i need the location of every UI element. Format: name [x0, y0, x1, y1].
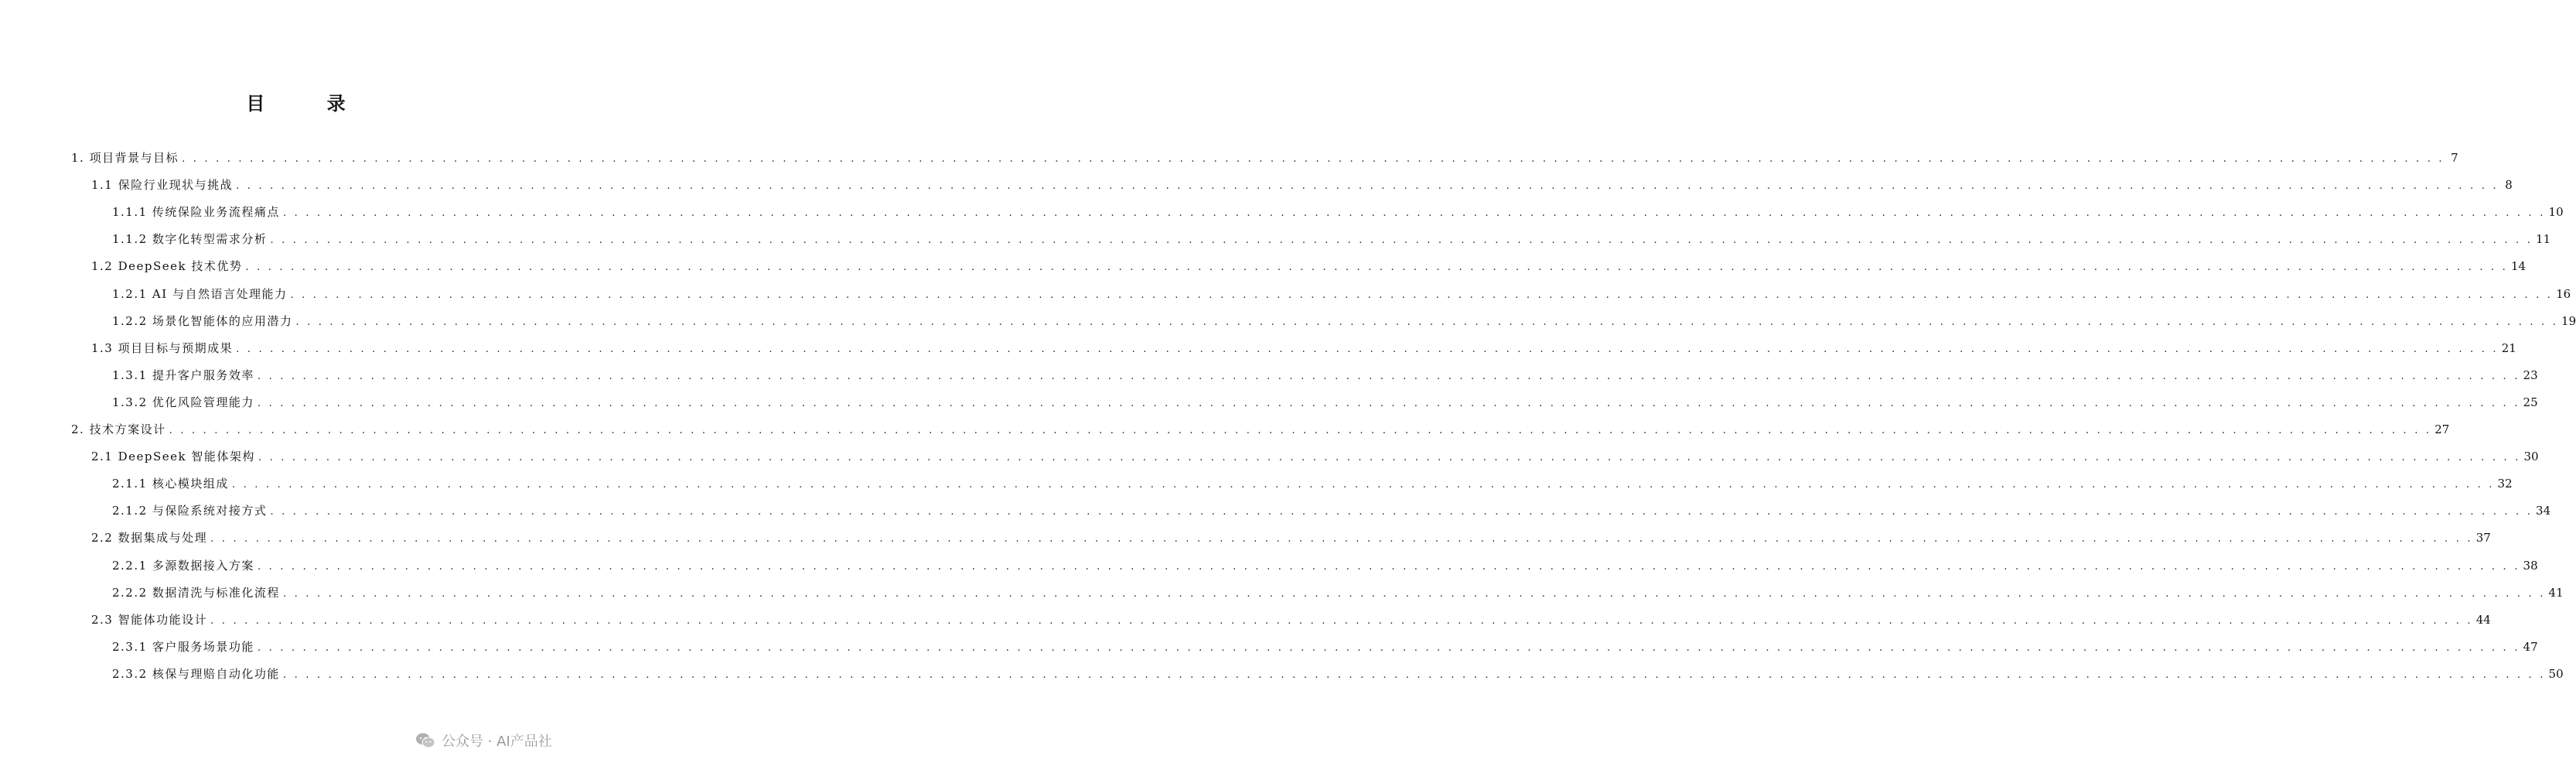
toc-entry-page-number: 7: [2451, 151, 2458, 165]
toc-entry-page-number: 19: [2561, 313, 2576, 328]
toc-dot-leader: . . . . . . . . . . . . . . . . . . . . . . . . . . . . . . . . . . . . . . . . . . . . . . . . . . . . . . . . . . . . . . . . . . . . . . . . . . . . . . . . . . . . . . . . . . . . . . . . . . . . . . . . . . . . . . . . . . . . . . . . . . . . . . . . . . . . . . . . . . . . . . . . . . . . . . . . . . . . . . . . . . . . . . . . . . . . . . . . . . . . . . . . . . . . . . . . . . . . . . . .: [270, 234, 2533, 247]
toc-entry-label: 1.2 DeepSeek 技术优势: [91, 259, 243, 274]
toc-entry-label: 1.1.1 传统保险业务流程痛点: [112, 205, 280, 220]
toc-entry[interactable]: [71, 149, 2458, 166]
toc-entry-label: 2.2.2 数据清洗与标准化流程: [112, 585, 280, 600]
toc-entry[interactable]: [91, 529, 2491, 546]
toc-entry-label: 2.3.1 客户服务场景功能: [112, 639, 254, 654]
toc-entry-page-number: 37: [2475, 531, 2491, 545]
toc-entry-page-number: 41: [2548, 585, 2564, 600]
toc-entry-page-number: 32: [2497, 477, 2513, 491]
toc-entry[interactable]: [112, 231, 2551, 248]
toc-dot-leader: . . . . . . . . . . . . . . . . . . . . . . . . . . . . . . . . . . . . . . . . . . . . . . . . . . . . . . . . . . . . . . . . . . . . . . . . . . . . . . . . . . . . . . . . . . . . . . . . . . . . . . . . . . . . . . . . . . . . . . . . . . . . . . . . . . . . . . . . . . . . . . . . . . . . . . . . . . . . . . . . . . . . . . . . . . . . . . . . . . . . . . . . . . . . . . . . . . . . . . . .: [182, 153, 2445, 165]
toc-entry[interactable]: [112, 203, 2564, 221]
toc-dot-leader: . . . . . . . . . . . . . . . . . . . . . . . . . . . . . . . . . . . . . . . . . . . . . . . . . . . . . . . . . . . . . . . . . . . . . . . . . . . . . . . . . . . . . . . . . . . . . . . . . . . . . . . . . . . . . . . . . . . . . . . . . . . . . . . . . . . . . . . . . . . . . . . . . . . . . . . . . . . . . . . . . . . . . . . . . . . . . . . . . . . . . . . . . . . . . . . . . . . . . . . .: [270, 506, 2533, 518]
toc-entry-page-number: 8: [2505, 178, 2513, 193]
toc-entry-label: 2.1.2 与保险系统对接方式: [112, 504, 268, 518]
toc-entry-label: 1.1 保险行业现状与挑战: [91, 178, 234, 193]
toc-dot-leader: . . . . . . . . . . . . . . . . . . . . . . . . . . . . . . . . . . . . . . . . . . . . . . . . . . . . . . . . . . . . . . . . . . . . . . . . . . . . . . . . . . . . . . . . . . . . . . . . . . . . . . . . . . . . . . . . . . . . . . . . . . . . . . . . . . . . . . . . . . . . . . . . . . . . . . . . . . . . . . . . . . . . . . . . . . . . . . . . . . . . . . . . . . . . . . . . . . . . . . . .: [210, 533, 2473, 545]
toc-entry[interactable]: [91, 340, 2516, 357]
toc-entry-page-number: 21: [2501, 340, 2516, 355]
toc-entry-page-number: 23: [2523, 368, 2538, 382]
toc-entry[interactable]: [112, 557, 2538, 574]
toc-entry-page-number: 34: [2536, 504, 2551, 518]
toc-entry-page-number: 47: [2523, 639, 2538, 654]
toc-dot-leader: . . . . . . . . . . . . . . . . . . . . . . . . . . . . . . . . . . . . . . . . . . . . . . . . . . . . . . . . . . . . . . . . . . . . . . . . . . . . . . . . . . . . . . . . . . . . . . . . . . . . . . . . . . . . . . . . . . . . . . . . . . . . . . . . . . . . . . . . . . . . . . . . . . . . . . . . . . . . . . . . . . . . . . . . . . . . . . . . . . . . . . . . . . . . . . . . . . . . . . . .: [231, 479, 2495, 491]
toc-entry-label: 2. 技术方案设计: [71, 422, 166, 436]
toc-entry[interactable]: [112, 394, 2538, 411]
toc-dot-leader: . . . . . . . . . . . . . . . . . . . . . . . . . . . . . . . . . . . . . . . . . . . . . . . . . . . . . . . . . . . . . . . . . . . . . . . . . . . . . . . . . . . . . . . . . . . . . . . . . . . . . . . . . . . . . . . . . . . . . . . . . . . . . . . . . . . . . . . . . . . . . . . . . . . . . . . . . . . . . . . . . . . . . . . . . . . . . . . . . . . . . . . . . . . . . . . . . . . . . . . .: [257, 560, 2520, 573]
toc-dot-leader: . . . . . . . . . . . . . . . . . . . . . . . . . . . . . . . . . . . . . . . . . . . . . . . . . . . . . . . . . . . . . . . . . . . . . . . . . . . . . . . . . . . . . . . . . . . . . . . . . . . . . . . . . . . . . . . . . . . . . . . . . . . . . . . . . . . . . . . . . . . . . . . . . . . . . . . . . . . . . . . . . . . . . . . . . . . . . . . . . . . . . . . . . . . . . . . . . . . . . . . .: [257, 641, 2520, 654]
toc-dot-leader: . . . . . . . . . . . . . . . . . . . . . . . . . . . . . . . . . . . . . . . . . . . . . . . . . . . . . . . . . . . . . . . . . . . . . . . . . . . . . . . . . . . . . . . . . . . . . . . . . . . . . . . . . . . . . . . . . . . . . . . . . . . . . . . . . . . . . . . . . . . . . . . . . . . . . . . . . . . . . . . . . . . . . . . . . . . . . . . . . . . . . . . . . . . . . . . . . . . . . . . .: [290, 289, 2554, 301]
toc-dot-leader: . . . . . . . . . . . . . . . . . . . . . . . . . . . . . . . . . . . . . . . . . . . . . . . . . . . . . . . . . . . . . . . . . . . . . . . . . . . . . . . . . . . . . . . . . . . . . . . . . . . . . . . . . . . . . . . . . . . . . . . . . . . . . . . . . . . . . . . . . . . . . . . . . . . . . . . . . . . . . . . . . . . . . . . . . . . . . . . . . . . . . . . . . . . . . . . . . . . . . . . .: [210, 614, 2473, 627]
toc-entry-page-number: 38: [2523, 558, 2538, 573]
toc-dot-leader: . . . . . . . . . . . . . . . . . . . . . . . . . . . . . . . . . . . . . . . . . . . . . . . . . . . . . . . . . . . . . . . . . . . . . . . . . . . . . . . . . . . . . . . . . . . . . . . . . . . . . . . . . . . . . . . . . . . . . . . . . . . . . . . . . . . . . . . . . . . . . . . . . . . . . . . . . . . . . . . . . . . . . . . . . . . . . . . . . . . . . . . . . . . . . . . . . . . . . . . .: [169, 425, 2432, 436]
toc-dot-leader: . . . . . . . . . . . . . . . . . . . . . . . . . . . . . . . . . . . . . . . . . . . . . . . . . . . . . . . . . . . . . . . . . . . . . . . . . . . . . . . . . . . . . . . . . . . . . . . . . . . . . . . . . . . . . . . . . . . . . . . . . . . . . . . . . . . . . . . . . . . . . . . . . . . . . . . . . . . . . . . . . . . . . . . . . . . . . . . . . . . . . . . . . . . . . . . . . . . . . . . .: [282, 669, 2546, 681]
toc-entry-label: 1.3 项目目标与预期成果: [91, 340, 234, 355]
toc-entry-page-number: 25: [2523, 395, 2538, 409]
toc-dot-leader: . . . . . . . . . . . . . . . . . . . . . . . . . . . . . . . . . . . . . . . . . . . . . . . . . . . . . . . . . . . . . . . . . . . . . . . . . . . . . . . . . . . . . . . . . . . . . . . . . . . . . . . . . . . . . . . . . . . . . . . . . . . . . . . . . . . . . . . . . . . . . . . . . . . . . . . . . . . . . . . . . . . . . . . . . . . . . . . . . . . . . . . . . . . . . . . . . . . . . . . .: [258, 452, 2521, 464]
toc-dot-leader: . . . . . . . . . . . . . . . . . . . . . . . . . . . . . . . . . . . . . . . . . . . . . . . . . . . . . . . . . . . . . . . . . . . . . . . . . . . . . . . . . . . . . . . . . . . . . . . . . . . . . . . . . . . . . . . . . . . . . . . . . . . . . . . . . . . . . . . . . . . . . . . . . . . . . . . . . . . . . . . . . . . . . . . . . . . . . . . . . . . . . . . . . . . . . . . . . . . . . . . .: [236, 343, 2499, 355]
toc-entry[interactable]: [112, 313, 2576, 330]
toc-dot-leader: . . . . . . . . . . . . . . . . . . . . . . . . . . . . . . . . . . . . . . . . . . . . . . . . . . . . . . . . . . . . . . . . . . . . . . . . . . . . . . . . . . . . . . . . . . . . . . . . . . . . . . . . . . . . . . . . . . . . . . . . . . . . . . . . . . . . . . . . . . . . . . . . . . . . . . . . . . . . . . . . . . . . . . . . . . . . . . . . . . . . . . . . . . . . . . . . . . . . . . . .: [257, 370, 2520, 382]
toc-entry-label: 1.1.2 数字化转型需求分析: [112, 232, 268, 247]
toc-entry[interactable]: [112, 665, 2564, 682]
toc-dot-leader: . . . . . . . . . . . . . . . . . . . . . . . . . . . . . . . . . . . . . . . . . . . . . . . . . . . . . . . . . . . . . . . . . . . . . . . . . . . . . . . . . . . . . . . . . . . . . . . . . . . . . . . . . . . . . . . . . . . . . . . . . . . . . . . . . . . . . . . . . . . . . . . . . . . . . . . . . . . . . . . . . . . . . . . . . . . . . . . . . . . . . . . . . . . . . . . . . . . . . . . .: [257, 397, 2520, 409]
watermark-text: 公众号 · AI产品社: [442, 734, 552, 750]
wechat-icon: [415, 732, 435, 749]
toc-entry[interactable]: [91, 258, 2527, 275]
toc-entry-page-number: 16: [2556, 286, 2571, 301]
toc-entry[interactable]: [112, 502, 2551, 519]
toc-dot-leader: . . . . . . . . . . . . . . . . . . . . . . . . . . . . . . . . . . . . . . . . . . . . . . . . . . . . . . . . . . . . . . . . . . . . . . . . . . . . . . . . . . . . . . . . . . . . . . . . . . . . . . . . . . . . . . . . . . . . . . . . . . . . . . . . . . . . . . . . . . . . . . . . . . . . . . . . . . . . . . . . . . . . . . . . . . . . . . . . . . . . . . . . . . . . . . . . . . . . . . . .: [295, 316, 2559, 328]
toc-entry-page-number: 10: [2548, 205, 2564, 220]
watermark: [415, 729, 552, 752]
toc-entry-label: 1.2.1 AI 与自然语言处理能力: [112, 286, 288, 301]
toc-entry-page-number: 50: [2548, 666, 2564, 681]
toc-entry[interactable]: [112, 584, 2564, 601]
toc-entry-label: 1. 项目背景与目标: [71, 151, 179, 165]
toc-dot-leader: . . . . . . . . . . . . . . . . . . . . . . . . . . . . . . . . . . . . . . . . . . . . . . . . . . . . . . . . . . . . . . . . . . . . . . . . . . . . . . . . . . . . . . . . . . . . . . . . . . . . . . . . . . . . . . . . . . . . . . . . . . . . . . . . . . . . . . . . . . . . . . . . . . . . . . . . . . . . . . . . . . . . . . . . . . . . . . . . . . . . . . . . . . . . . . . . . . . . . . . .: [282, 207, 2546, 220]
toc-entry-label: 1.3.1 提升客户服务效率: [112, 368, 254, 382]
toc-entry[interactable]: [71, 421, 2450, 438]
toc-entry-label: 1.2.2 场景化智能体的应用潜力: [112, 313, 293, 328]
toc-entry-label: 2.3 智能体功能设计: [91, 612, 208, 627]
toc-entry[interactable]: [91, 448, 2539, 465]
toc-entry-page-number: 27: [2434, 422, 2450, 436]
toc-entry[interactable]: [112, 286, 2571, 303]
toc-entry-label: 2.1.1 核心模块组成: [112, 477, 229, 491]
toc-entry-label: 1.3.2 优化风险管理能力: [112, 395, 254, 409]
toc-entry[interactable]: [91, 611, 2491, 628]
toc-entry[interactable]: [91, 176, 2513, 193]
toc-dot-leader: . . . . . . . . . . . . . . . . . . . . . . . . . . . . . . . . . . . . . . . . . . . . . . . . . . . . . . . . . . . . . . . . . . . . . . . . . . . . . . . . . . . . . . . . . . . . . . . . . . . . . . . . . . . . . . . . . . . . . . . . . . . . . . . . . . . . . . . . . . . . . . . . . . . . . . . . . . . . . . . . . . . . . . . . . . . . . . . . . . . . . . . . . . . . . . . . . . . . . . . .: [282, 587, 2546, 600]
toc-entry-page-number: 30: [2523, 450, 2539, 464]
toc-dot-leader: . . . . . . . . . . . . . . . . . . . . . . . . . . . . . . . . . . . . . . . . . . . . . . . . . . . . . . . . . . . . . . . . . . . . . . . . . . . . . . . . . . . . . . . . . . . . . . . . . . . . . . . . . . . . . . . . . . . . . . . . . . . . . . . . . . . . . . . . . . . . . . . . . . . . . . . . . . . . . . . . . . . . . . . . . . . . . . . . . . . . . . . . . . . . . . . . . . . . . . . .: [245, 262, 2509, 274]
toc-dot-leader: . . . . . . . . . . . . . . . . . . . . . . . . . . . . . . . . . . . . . . . . . . . . . . . . . . . . . . . . . . . . . . . . . . . . . . . . . . . . . . . . . . . . . . . . . . . . . . . . . . . . . . . . . . . . . . . . . . . . . . . . . . . . . . . . . . . . . . . . . . . . . . . . . . . . . . . . . . . . . . . . . . . . . . . . . . . . . . . . . . . . . . . . . . . . . . . . . . . . . . . .: [236, 180, 2499, 193]
page-title: 目 录: [246, 93, 374, 115]
toc-entry-page-number: 14: [2511, 259, 2527, 274]
toc-entry-page-number: 44: [2475, 612, 2491, 627]
toc-entry-label: 2.3.2 核保与理赔自动化功能: [112, 666, 280, 681]
toc-entry-label: 2.2.1 多源数据接入方案: [112, 558, 254, 573]
toc-entry-label: 2.2 数据集成与处理: [91, 531, 208, 545]
toc-entry[interactable]: [112, 475, 2513, 492]
toc-entry-label: 2.1 DeepSeek 智能体架构: [91, 450, 255, 464]
toc-entry[interactable]: [112, 367, 2538, 384]
toc-entry[interactable]: [112, 638, 2538, 655]
toc-entry-page-number: 11: [2536, 232, 2551, 247]
